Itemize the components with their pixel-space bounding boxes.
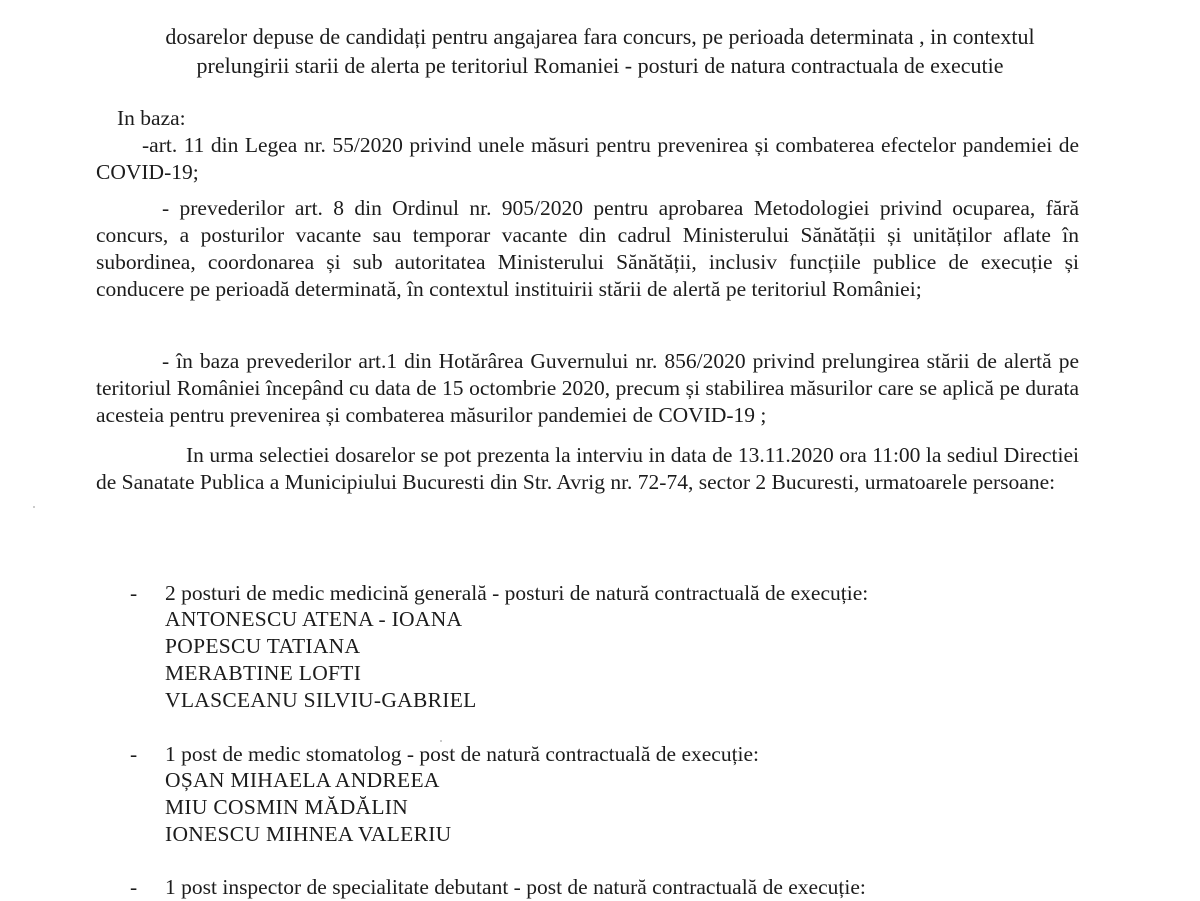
section-heading-medic-stomatolog: 1 post de medic stomatolog - post de natură contractuală de execuție:	[165, 742, 760, 766]
candidate-name: OȘAN MIHAELA ANDREEA	[165, 768, 440, 792]
candidate-name: MERABTINE LOFTI	[165, 661, 362, 685]
candidate-name: IONESCU MIHNEA VALERIU	[165, 822, 452, 846]
paragraph-art-11: -art. 11 din Legea nr. 55/2020 privind unele măsuri pentru prevenirea și combaterea efectelor pandemiei de COVID-19;	[96, 133, 1079, 184]
section-bullet: -	[130, 742, 138, 766]
section-heading-medic-generala: 2 posturi de medic medicină generală - posturi de natură contractuală de execuție:	[165, 581, 869, 605]
section-bullet: -	[130, 581, 138, 605]
in-baza-label: In baza:	[117, 106, 186, 130]
section-bullet: -	[130, 875, 138, 899]
header-line-2: prelungirii starii de alerta pe teritoriul Romaniei - posturi de natura contractuala de executie	[196, 53, 1004, 78]
section-heading-inspector-specialitate: 1 post inspector de specialitate debutant - post de natură contractuală de execuție:	[165, 875, 866, 899]
scan-speck	[33, 506, 35, 508]
scan-speck	[440, 740, 442, 742]
candidate-name: MIU COSMIN MĂDĂLIN	[165, 795, 409, 819]
candidate-name: ANTONESCU ATENA - IOANA	[165, 607, 463, 631]
paragraph-hg-856: - în baza prevederilor art.1 din Hotărârea Guvernului nr. 856/2020 privind prelungirea stării de alertă pe teritoriul României începând cu data de 15 octombrie 2020, precum și stabilirea măsurilor care se aplică pe durata acesteia pentru prevenirea și combaterea măsurilor pandemiei de COVID-19 ;	[96, 349, 1079, 427]
header-line-1: dosarelor depuse de candidați pentru angajarea fara concurs, pe perioada determinata , in contextul	[165, 24, 1035, 49]
candidate-name: POPESCU TATIANA	[165, 634, 361, 658]
paragraph-selection: In urma selectiei dosarelor se pot prezenta la interviu in data de 13.11.2020 ora 11:00 la sediul Directiei de Sanatate Publica a Municipiului Bucuresti din Str. Avrig nr. 72-74, sector 2 Bucuresti, urmatoarele persoane:	[96, 443, 1079, 494]
candidate-name: VLASCEANU SILVIU-GABRIEL	[165, 688, 477, 712]
paragraph-ordin-905: - prevederilor art. 8 din Ordinul nr. 905/2020 pentru aprobarea Metodologiei privind ocuparea, fără concurs, a posturilor vacante sau temporar vacante din cadrul Ministerului Sănătății și unităților aflate în subordinea, coordonarea și sub autoritatea Ministerului Sănătății, inclusiv funcțiile publice de execuție și conducere pe perioadă determinată, în contextul instituirii stării de alertă pe teritoriul României;	[96, 196, 1079, 301]
